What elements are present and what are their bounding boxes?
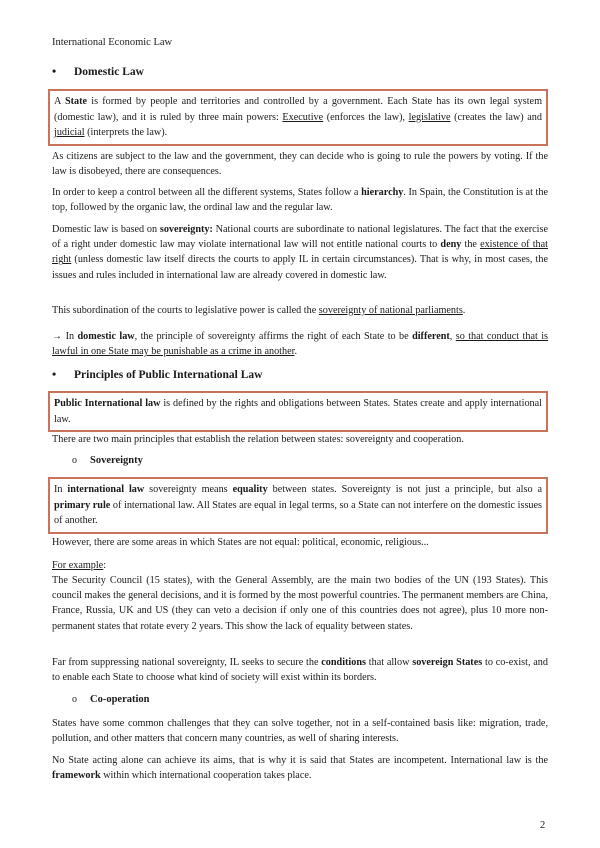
legislative-term: legislative: [408, 111, 451, 123]
heading-text: Domestic Law: [74, 65, 144, 78]
paragraph-principle: → In domestic law, the principle of sovereignty affirms the right of each State to be different, so that conduct that is lawful in one State may be punishable as a crime in another.: [52, 331, 549, 358]
state-definition-box: A State is formed by people and territories and controlled by a government. Each State has its own legal system (domestic law), and it is ruled by three main powers: Executive (enforces the law), legislative (creates the law) and judicial (interprets the law).: [48, 89, 548, 146]
paragraph-security-council: The Security Council (15 states), with the General Assembly, are the main two bodies of the UN (193 States). This council makes the general decisions, and it is formed by the most powerful countries. The permanent members are China, France, Russia, UK and US (they can veto a decision if only one of this countries does not agree), plus 10 more non-permanent states that rotate every 2 years. This show the lack of equality between states.: [52, 575, 548, 632]
paragraph-subordination: This subordination of the courts to legislative power is called the sovereignty of national parliaments.: [52, 305, 466, 316]
paragraph-sovereignty: Domestic law is based on sovereignty: National courts are subordinate to national legislatures. The fact that the exercise of a right under domestic law may violate international law will not entitle national courts to deny the existence of that right (unless domestic law itself directs the courts to apply IL in certain circumstances). That is why, in most cases, the issues and rules included in international law are already covered in domestic law.: [52, 224, 548, 281]
public-international-law-box: Public International law is defined by the rights and obligations between States. States create and apply international law.: [48, 391, 548, 432]
circle-bullet-icon: o: [72, 455, 77, 466]
heading-domestic-law: [52, 64, 144, 79]
subheading-text: Co-operation: [90, 694, 150, 705]
paragraph-two-principles: There are two main principles that establish the relation between states: sovereignty and cooperation.: [52, 434, 464, 445]
executive-term: Executive: [282, 111, 324, 123]
circle-bullet-icon: o: [72, 694, 77, 705]
bullet-icon: •: [52, 367, 57, 381]
example-label: For example:: [52, 560, 107, 571]
paragraph-citizens: As citizens are subject to the law and the government, they can decide who is going to rule the powers by voting. If the law is disobeyed, there are consequences.: [52, 151, 548, 178]
subheading-cooperation: [72, 694, 150, 705]
subheading-sovereignty: [72, 455, 143, 466]
page-header: International Economic Law: [52, 37, 173, 48]
paragraph-common-challenges: States have some common challenges that they can solve together, not in a self-contained basis like: migration, trade, pollution, and other matters that concern many countries, as well of sharing interests.: [52, 718, 548, 745]
heading-principles: [52, 367, 262, 382]
subheading-text: Sovereignty: [90, 455, 143, 466]
judicial-term: judicial: [54, 127, 85, 138]
arrow-icon: →: [52, 331, 63, 342]
paragraph-not-equal: However, there are some areas in which States are not equal: political, economic, religious...: [52, 537, 429, 548]
sovereignty-definition-box: In international law sovereignty means equality between states. Sovereignty is not just a principle, but also a primary rule of international law. All States are equal in legal terms, so a State can not interfere on the domestic issues of another.: [48, 477, 548, 534]
heading-text: Principles of Public International Law: [74, 368, 263, 381]
paragraph-hierarchy: In order to keep a control between all the different systems, States follow a hierarchy. In Spain, the Constitution is at the top, followed by the organic law, the ordinal law and the regular law.: [52, 187, 548, 214]
paragraph-far-from-suppressing: Far from suppressing national sovereignty, IL seeks to secure the conditions that allow sovereign States to co-exist, and to enable each State to choose what kind of society will exist within its borders.: [52, 657, 548, 684]
paragraph-no-state-alone: No State acting alone can achieve its aims, that is why it is said that States are incompetent. International law is the framework within which international cooperation takes place.: [52, 755, 548, 782]
bullet-icon: •: [52, 64, 57, 78]
page-number: 2: [540, 820, 546, 831]
